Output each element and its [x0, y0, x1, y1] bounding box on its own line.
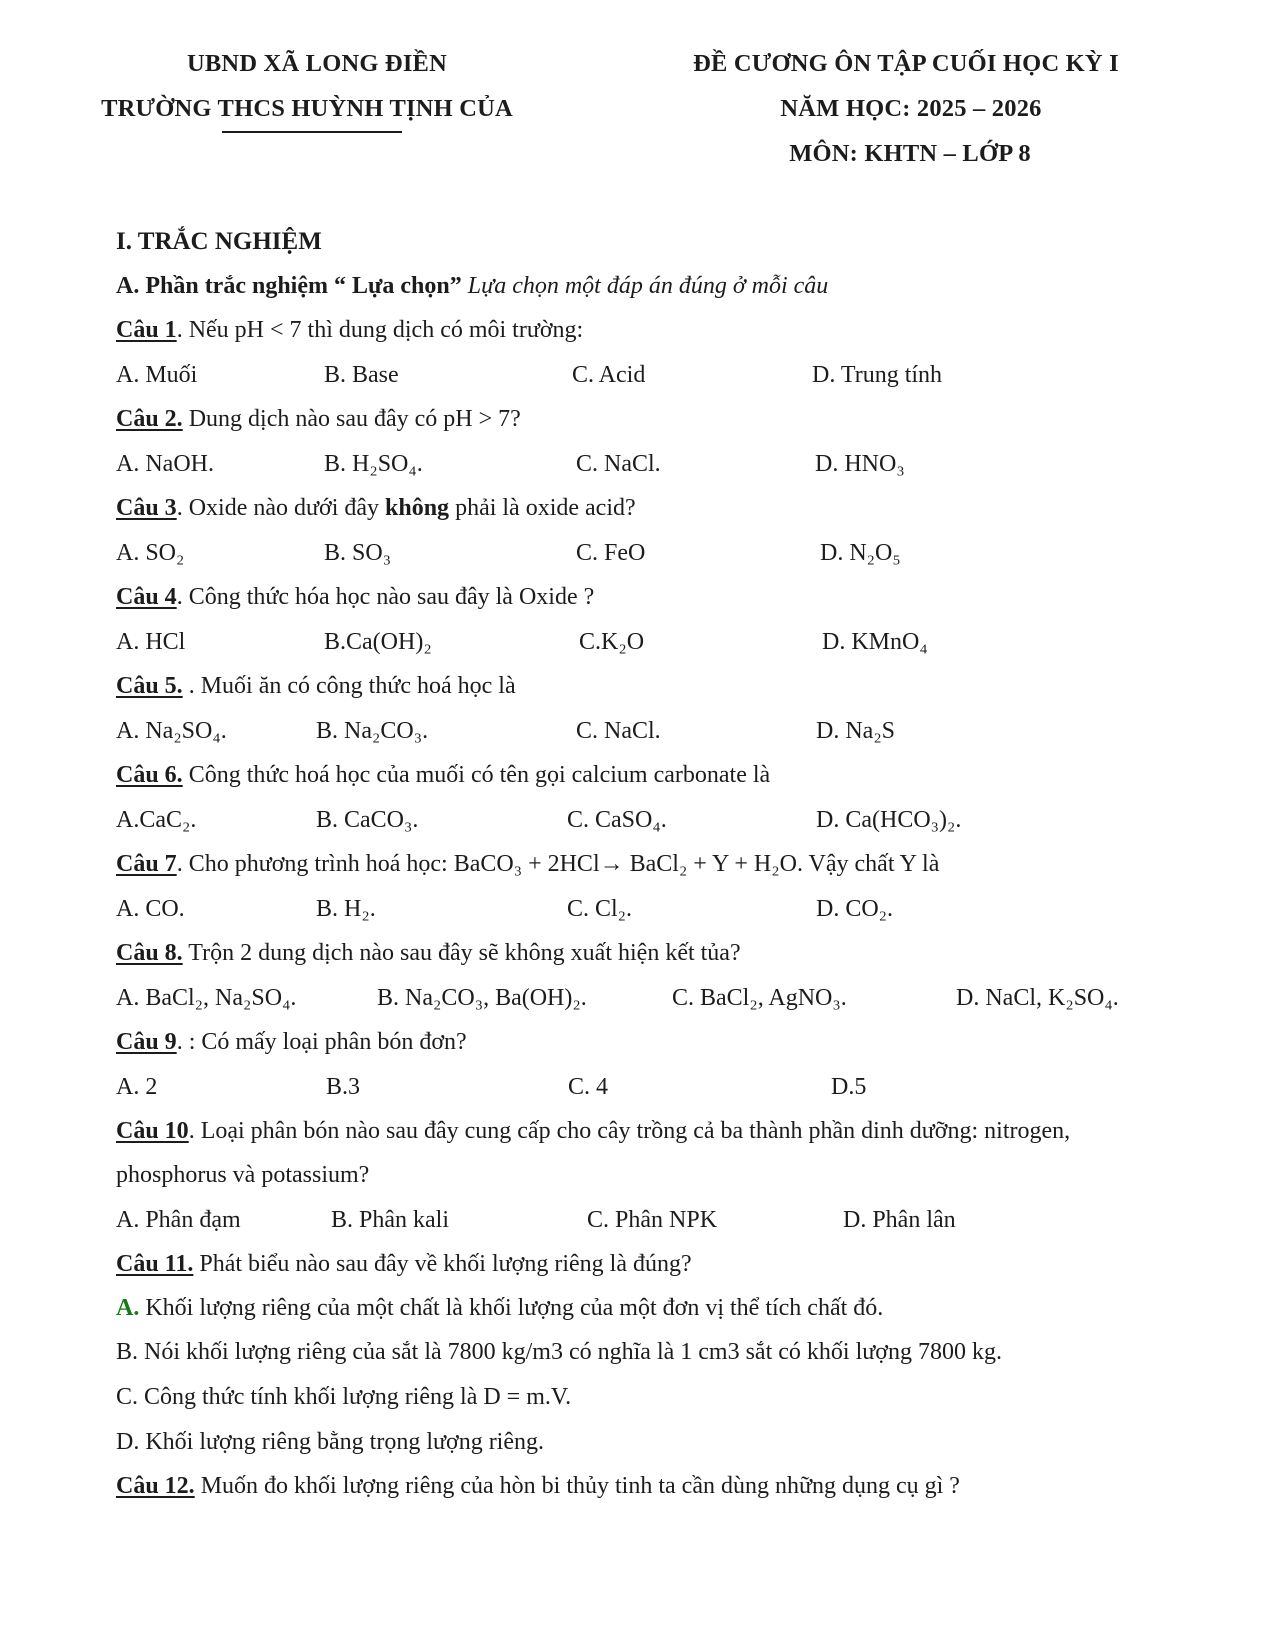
question-label: Câu 10 [116, 1118, 189, 1144]
question-text: . Loại phân bón nào sau đây cung cấp cho cây trồng cả ba thành phần dinh dưỡng: nitrogen, [188, 1118, 1071, 1144]
q9-option-d: D.5 [831, 1074, 867, 1100]
question-label: Câu 2. [116, 406, 183, 432]
q9-option-b: B.3 [326, 1074, 361, 1100]
q4-option-a: A. HCl [116, 629, 186, 655]
part-a-instruction: Lựa chọn một đáp án đúng ở mỗi câu [461, 273, 829, 299]
question-10 [116, 1118, 1070, 1145]
correct-answer-letter: A. [116, 1295, 140, 1321]
question-label: Câu 6. [116, 762, 183, 788]
q2-option-c: C. NaCl. [576, 451, 661, 477]
q10-option-a: A. Phân đạm [116, 1207, 241, 1233]
q6-option-d: D. Ca(HCO₃)₂. [816, 807, 962, 833]
question-text: . Muối ăn có công thức hoá học là [182, 673, 516, 699]
question-4 [116, 584, 594, 611]
header-underline [222, 131, 402, 133]
q5-option-b: B. Na₂CO₃. [316, 718, 429, 744]
option-text: Khối lượng riêng của một chất là khối lượng của một đơn vị thể tích chất đó. [139, 1295, 884, 1321]
q3-option-d: D. N₂O₅ [820, 540, 901, 566]
q1-option-d: D. Trung tính [812, 362, 943, 388]
question-11 [116, 1251, 692, 1278]
question-6 [116, 762, 770, 789]
question-10-continued: phosphorus và potassium? [116, 1162, 370, 1188]
question-text: . Công thức hóa học nào sau đây là Oxide ? [176, 584, 595, 610]
school-district: UBND XÃ LONG ĐIỀN [187, 50, 447, 77]
q9-option-c: C. 4 [568, 1074, 609, 1100]
question-text: . Nếu pH < 7 thì dung dịch có môi trường: [176, 317, 584, 343]
q7-option-a: A. CO. [116, 896, 185, 922]
q4-option-c: C.K₂O [579, 629, 645, 655]
question-label: Câu 12. [116, 1473, 195, 1499]
q8-option-a: A. BaCl₂, Na₂SO₄. [116, 985, 297, 1011]
question-text: Trộn 2 dung dịch nào sau đây sẽ không xuất hiện kết tủa? [182, 940, 741, 966]
q4-option-d: D. KMnO₄ [822, 629, 928, 655]
subject-class: MÔN: KHTN – LỚP 8 [789, 140, 1031, 167]
school-year: NĂM HỌC: 2025 – 2026 [780, 95, 1042, 122]
q5-option-a: A. Na₂SO₄. [116, 718, 227, 744]
q7-option-b: B. H₂. [316, 896, 376, 922]
q2-option-d: D. HNO₃ [815, 451, 905, 477]
q10-option-d: D. Phân lân [843, 1207, 956, 1233]
question-8 [116, 940, 741, 967]
q3-option-c: C. FeO [576, 540, 646, 566]
question-label: Câu 5. [116, 673, 183, 699]
part-a-label: A. Phần trắc nghiệm “ Lựa chọn” [116, 273, 462, 299]
question-5 [116, 673, 516, 700]
q10-option-b: B. Phân kali [331, 1207, 449, 1233]
q1-option-a: A. Muối [116, 362, 198, 388]
question-9 [116, 1029, 467, 1056]
question-text: . Oxide nào dưới đây [176, 495, 386, 521]
question-text-end: phải là oxide acid? [449, 495, 636, 521]
question-label: Câu 4 [116, 584, 177, 610]
q8-option-d: D. NaCl, K₂SO₄. [956, 985, 1119, 1011]
q5-option-d: D. Na₂S [816, 718, 896, 744]
question-label: Câu 11. [116, 1251, 194, 1277]
question-label: Câu 7 [116, 851, 177, 877]
question-emphasis: không [385, 495, 450, 521]
question-12 [116, 1473, 960, 1500]
question-1 [116, 317, 583, 344]
q6-option-a: A.CaC₂. [116, 807, 197, 833]
q11-option-c: C. Công thức tính khối lượng riêng là D = m.V. [116, 1384, 572, 1410]
question-7 [116, 851, 939, 878]
question-2 [116, 406, 521, 433]
question-label: Câu 8. [116, 940, 183, 966]
school-name: TRƯỜNG THCS HUỲNH TỊNH CỦA [101, 95, 513, 122]
q11-option-a [116, 1295, 883, 1322]
q8-option-c: C. BaCl₂, AgNO₃. [672, 985, 847, 1011]
q7-option-d: D. CO₂. [816, 896, 894, 922]
q1-option-c: C. Acid [572, 362, 646, 388]
question-label: Câu 9 [116, 1029, 177, 1055]
question-label: Câu 1 [116, 317, 177, 343]
q5-option-c: C. NaCl. [576, 718, 661, 744]
q8-option-b: B. Na₂CO₃, Ba(OH)₂. [377, 985, 587, 1011]
q11-option-d: D. Khối lượng riêng bằng trọng lượng riêng. [116, 1429, 545, 1455]
q1-option-b: B. Base [324, 362, 399, 388]
q11-option-b: B. Nói khối lượng riêng của sắt là 7800 kg/m3 có nghĩa là 1 cm3 sắt có khối lượng 7800 kg. [116, 1339, 1002, 1365]
question-text: . : Có mấy loại phân bón đơn? [176, 1029, 467, 1055]
q4-option-b: B.Ca(OH)₂ [324, 629, 432, 655]
q3-option-a: A. SO₂ [116, 540, 185, 566]
question-text: Muốn đo khối lượng riêng của hòn bi thủy tinh ta cần dùng những dụng cụ gì ? [194, 1473, 960, 1499]
q2-option-b: B. H₂SO₄. [324, 451, 423, 477]
document-title: ĐỀ CƯƠNG ÔN TẬP CUỐI HỌC KỲ I [693, 50, 1119, 77]
q2-option-a: A. NaOH. [116, 451, 214, 477]
part-a-heading [116, 273, 828, 300]
question-3 [116, 495, 636, 522]
question-text: Công thức hoá học của muối có tên gọi calcium carbonate là [182, 762, 771, 788]
question-text: Dung dịch nào sau đây có pH > 7? [182, 406, 521, 432]
section-title: I. TRẮC NGHIỆM [116, 228, 322, 255]
q9-option-a: A. 2 [116, 1074, 158, 1100]
question-text: . Cho phương trình hoá học: BaCO₃ + 2HCl→ BaCl₂ + Y + H₂O. Vậy chất Y là [176, 851, 940, 877]
question-text: Phát biểu nào sau đây về khối lượng riêng là đúng? [193, 1251, 692, 1277]
q7-option-c: C. Cl₂. [567, 896, 633, 922]
q10-option-c: C. Phân NPK [587, 1207, 718, 1233]
q3-option-b: B. SO₃ [324, 540, 392, 566]
q6-option-c: C. CaSO₄. [567, 807, 667, 833]
q6-option-b: B. CaCO₃. [316, 807, 419, 833]
question-label: Câu 3 [116, 495, 177, 521]
